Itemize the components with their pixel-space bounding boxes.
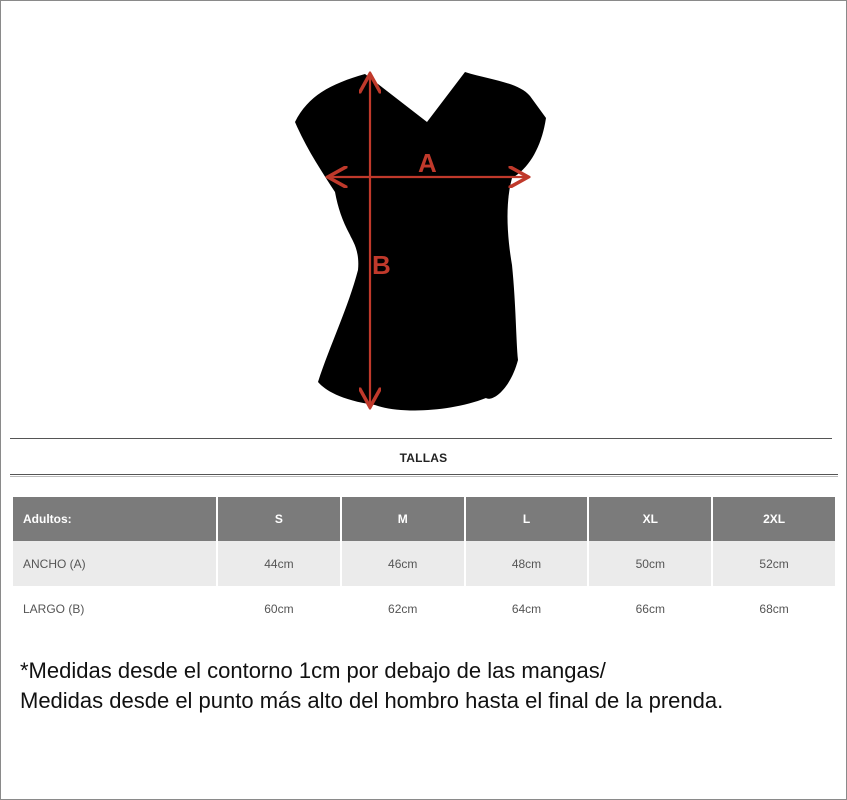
table-cell: 50cm	[589, 541, 711, 586]
header-cell-m: M	[342, 497, 464, 541]
table-cell: 66cm	[589, 586, 711, 631]
divider-top	[10, 438, 832, 439]
table-row	[13, 586, 835, 631]
table-row	[13, 541, 835, 586]
note-line: Medidas desde el punto más alto del hombro hasta el final de la prenda.	[20, 688, 724, 713]
row-label: ANCHO (A)	[13, 541, 216, 586]
table-cell: 64cm	[466, 586, 588, 631]
label-a: A	[418, 148, 437, 178]
header-cell-xl: XL	[589, 497, 711, 541]
note-line: *Medidas desde el contorno 1cm por debajo de las mangas/	[20, 658, 606, 683]
row-label: LARGO (B)	[13, 586, 216, 631]
table-cell: 44cm	[218, 541, 340, 586]
header-cell-label: Adultos:	[13, 497, 216, 541]
table-cell: 46cm	[342, 541, 464, 586]
divider-bottom	[10, 474, 838, 475]
tshirt-icon	[280, 60, 560, 420]
header-cell-l: L	[466, 497, 588, 541]
size-table	[11, 497, 837, 631]
table-cell: 60cm	[218, 586, 340, 631]
table-cell: 52cm	[713, 541, 835, 586]
tshirt-shape	[295, 72, 546, 410]
measurement-notes	[20, 656, 840, 716]
divider-bottom-shadow	[10, 476, 838, 477]
tshirt-diagram	[280, 60, 560, 420]
table-header-row	[13, 497, 835, 541]
table-cell: 62cm	[342, 586, 464, 631]
header-cell-2xl: 2XL	[713, 497, 835, 541]
table-cell: 68cm	[713, 586, 835, 631]
label-b: B	[372, 250, 391, 280]
table-cell: 48cm	[466, 541, 588, 586]
section-title: TALLAS	[399, 451, 448, 465]
header-cell-s: S	[218, 497, 340, 541]
